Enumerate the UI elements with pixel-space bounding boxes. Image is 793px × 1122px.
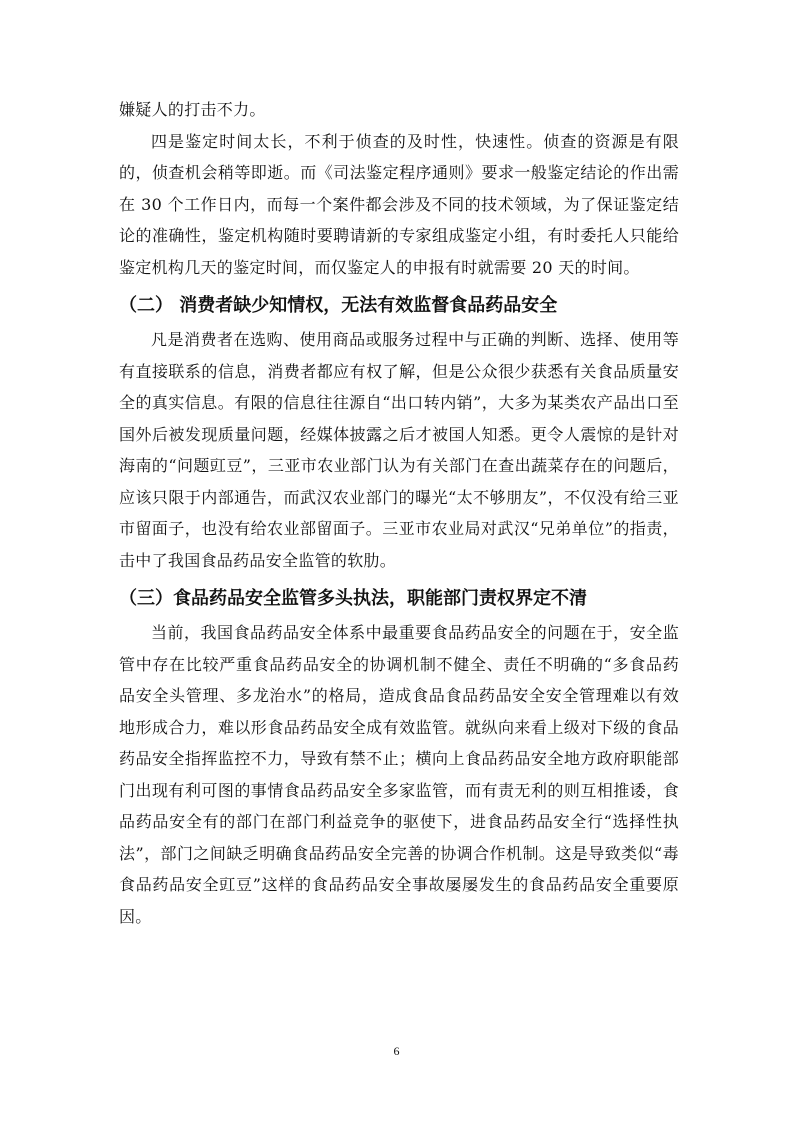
paragraph-point-four: 四是鉴定时间太长，不利于侦查的及时性，快速性。侦查的资源是有限的，侦查机会稍等即逝。而《司法鉴定程序通则》要求一般鉴定结论的作出需在 30 个工作日内，而每一个案件都会涉及不同的技术领域，为了保证鉴定结论的准确性，鉴定机构随时要聘请新的专家组成鉴定小组，有时委托人只能给鉴定机构几天的鉴定时间，而仅鉴定人的申报有时就需要 20 天的时间。 (119, 131, 679, 277)
paragraph-section-three: 当前，我国食品药品安全体系中最重要食品药品安全的问题在于，安全监管中存在比较严重食品药品安全的协调机制不健全、责任不明确的“多食品药品安全头管理、多龙治水”的格局，造成食品食品药品安全安全管理难以有效地形成合力，难以形食品药品安全成有效监管。就纵向来看上级对下级的食品药品安全指挥监控不力，导致有禁不止；横向上食品药品安全地方政府职能部门出现有利可图的事情食品药品安全多家监管，而有责无利的则互相推诿，食品药品安全有的部门在部门利益竞争的驱使下，进食品药品安全行“选择性执法”，部门之间缺乏明确食品药品安全完善的协调合作机制。这是导致类似“毒食品药品安全豇豆”这样的食品药品安全事故屡屡发生的食品药品安全重要原因。 (119, 623, 679, 926)
paragraph-section-two: 凡是消费者在选购、使用商品或服务过程中与正确的判断、选择、使用等有直接联系的信息，消费者都应有权了解，但是公众很少获悉有关食品质量安全的真实信息。有限的信息往往源自“出口转内销”，大多为某类农产品出口至国外后被发现质量问题，经媒体披露之后才被国人知悉。更令人震惊的是针对海南的“问题豇豆”，三亚市农业部门认为有关部门在查出蔬菜存在的问题后，应该只限于内部通告，而武汉农业部门的曝光“太不够朋友”，不仅没有给三亚市留面子，也没有给农业部留面子。三亚市农业局对武汉“兄弟单位”的指责，击中了我国食品药品安全监管的软肋。 (119, 330, 679, 570)
page-number: 6 (393, 1044, 400, 1058)
section-heading-three: （三）食品药品安全监管多头执法，职能部门责权界定不清 (119, 588, 587, 609)
page-body (119, 94, 679, 932)
section-heading-two: （二） 消费者缺少知情权，无法有效监督食品药品安全 (119, 295, 558, 316)
paragraph-continued: 嫌疑人的打击不力。 (119, 100, 266, 119)
